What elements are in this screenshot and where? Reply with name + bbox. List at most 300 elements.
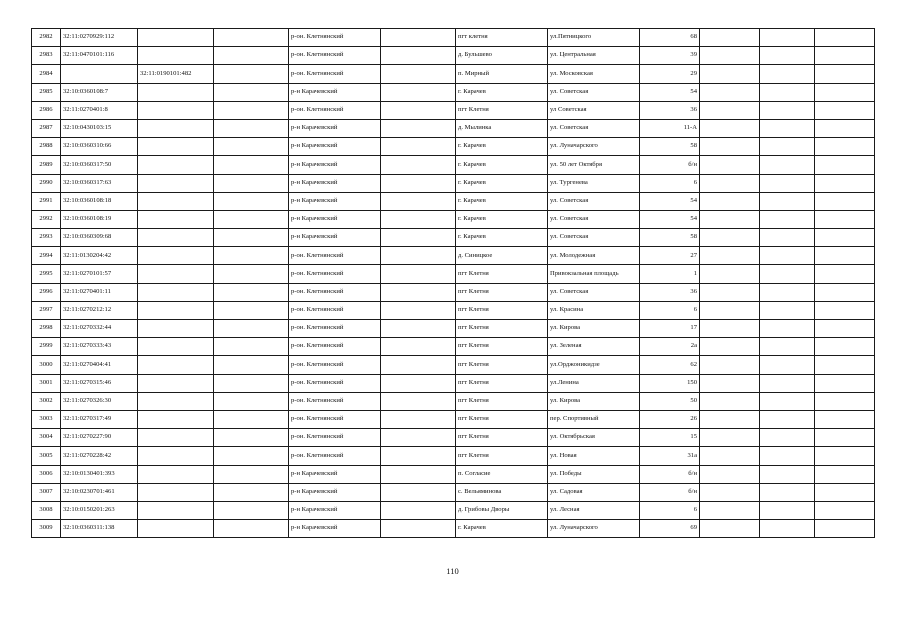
- cadastral-number-cell: 32:11:0270212:12: [61, 301, 138, 319]
- empty-cell: [760, 301, 815, 319]
- house-number-cell: 54: [640, 83, 700, 101]
- empty-cell: [214, 138, 289, 156]
- row-number-cell: 3008: [32, 501, 61, 519]
- settlement-cell: д. Бульшево: [456, 47, 548, 65]
- house-number-cell: 58: [640, 229, 700, 247]
- table-row: [32, 192, 875, 210]
- cadastral-number-cell: 32:10:0360108:19: [61, 210, 138, 228]
- empty-cell: [381, 392, 456, 410]
- table-row: [32, 65, 875, 83]
- settlement-cell: пгт Клетня: [456, 283, 548, 301]
- empty-cell: [815, 83, 875, 101]
- cadastral-number-cell: 32:11:0270227:90: [61, 429, 138, 447]
- street-cell: ул. Садовая: [548, 483, 640, 501]
- empty-cell: [760, 101, 815, 119]
- empty-cell: [381, 483, 456, 501]
- empty-cell: [381, 192, 456, 210]
- empty-cell: [815, 29, 875, 47]
- settlement-cell: пгт клетня: [456, 29, 548, 47]
- empty-cell: [700, 429, 760, 447]
- street-cell: ул. Новая: [548, 447, 640, 465]
- district-cell: р-он. Клетнянский: [289, 65, 381, 83]
- street-cell: ул. Луначарского: [548, 520, 640, 538]
- house-number-cell: 17: [640, 320, 700, 338]
- settlement-cell: г. Карачев: [456, 210, 548, 228]
- row-number-cell: 3005: [32, 447, 61, 465]
- empty-cell: [700, 265, 760, 283]
- street-cell: ул.Орджоникидзе: [548, 356, 640, 374]
- cadastral-number-alt-cell: [138, 320, 214, 338]
- empty-cell: [381, 101, 456, 119]
- district-cell: р-н Карачевский: [289, 192, 381, 210]
- row-number-cell: 3001: [32, 374, 61, 392]
- empty-cell: [815, 65, 875, 83]
- table-row: [32, 410, 875, 428]
- settlement-cell: г. Карачев: [456, 138, 548, 156]
- empty-cell: [760, 392, 815, 410]
- street-cell: ул. Советская: [548, 210, 640, 228]
- district-cell: р-н Карачевский: [289, 520, 381, 538]
- cadastral-number-alt-cell: [138, 229, 214, 247]
- cadastral-number-cell: 32:11:0270228:42: [61, 447, 138, 465]
- empty-cell: [760, 265, 815, 283]
- empty-cell: [214, 283, 289, 301]
- table-row: [32, 247, 875, 265]
- street-cell: ул. Кирова: [548, 320, 640, 338]
- empty-cell: [381, 265, 456, 283]
- empty-cell: [760, 320, 815, 338]
- cadastral-number-cell: 32:11:0270401:11: [61, 283, 138, 301]
- cadastral-number-cell: 32:10:0360317:50: [61, 156, 138, 174]
- empty-cell: [381, 83, 456, 101]
- table-row: [32, 320, 875, 338]
- row-number-cell: 2987: [32, 119, 61, 137]
- empty-cell: [815, 265, 875, 283]
- street-cell: ул. Победы: [548, 465, 640, 483]
- district-cell: р-он. Клетнянский: [289, 47, 381, 65]
- house-number-cell: 58: [640, 138, 700, 156]
- cadastral-number-cell: 32:10:0360317:63: [61, 174, 138, 192]
- cadastral-number-cell: 32:10:0150201:263: [61, 501, 138, 519]
- street-cell: ул. Советская: [548, 83, 640, 101]
- empty-cell: [214, 229, 289, 247]
- row-number-cell: 2991: [32, 192, 61, 210]
- house-number-cell: 36: [640, 101, 700, 119]
- settlement-cell: пгт Клетня: [456, 338, 548, 356]
- district-cell: р-он. Клетнянский: [289, 301, 381, 319]
- cadastral-number-cell: 32:10:0360311:138: [61, 520, 138, 538]
- street-cell: ул.Пятницкого: [548, 29, 640, 47]
- empty-cell: [760, 83, 815, 101]
- cadastral-number-cell: 32:11:0270332:44: [61, 320, 138, 338]
- cadastral-number-alt-cell: [138, 174, 214, 192]
- empty-cell: [214, 192, 289, 210]
- table-row: [32, 83, 875, 101]
- cadastral-number-cell: 32:11:0270101:57: [61, 265, 138, 283]
- table-row: [32, 138, 875, 156]
- empty-cell: [700, 520, 760, 538]
- empty-cell: [700, 320, 760, 338]
- cadastral-number-cell: 32:11:0130204:42: [61, 247, 138, 265]
- house-number-cell: 6: [640, 501, 700, 519]
- table-row: [32, 47, 875, 65]
- table-row: [32, 392, 875, 410]
- district-cell: р-он. Клетнянский: [289, 447, 381, 465]
- empty-cell: [214, 520, 289, 538]
- empty-cell: [760, 192, 815, 210]
- empty-cell: [760, 247, 815, 265]
- page-number: 110: [446, 566, 459, 576]
- cadastral-number-alt-cell: [138, 301, 214, 319]
- empty-cell: [700, 138, 760, 156]
- row-number-cell: 2995: [32, 265, 61, 283]
- cadastral-number-alt-cell: [138, 265, 214, 283]
- empty-cell: [760, 283, 815, 301]
- empty-cell: [381, 283, 456, 301]
- empty-cell: [815, 247, 875, 265]
- empty-cell: [381, 520, 456, 538]
- cadastral-number-alt-cell: [138, 392, 214, 410]
- district-cell: р-н Карачевский: [289, 83, 381, 101]
- cadastral-number-cell: 32:11:0270315:46: [61, 374, 138, 392]
- empty-cell: [700, 174, 760, 192]
- empty-cell: [700, 283, 760, 301]
- empty-cell: [815, 174, 875, 192]
- empty-cell: [700, 192, 760, 210]
- row-number-cell: 2998: [32, 320, 61, 338]
- district-cell: р-он. Клетнянский: [289, 356, 381, 374]
- street-cell: пер. Спортивный: [548, 410, 640, 428]
- empty-cell: [381, 338, 456, 356]
- empty-cell: [700, 356, 760, 374]
- cadastral-number-cell: 32:10:0360108:18: [61, 192, 138, 210]
- settlement-cell: пгт Клетня: [456, 429, 548, 447]
- empty-cell: [214, 483, 289, 501]
- district-cell: р-н Карачевский: [289, 156, 381, 174]
- cadastral-number-cell: [61, 65, 138, 83]
- district-cell: р-н Карачевский: [289, 465, 381, 483]
- street-cell: ул. Зеленая: [548, 338, 640, 356]
- settlement-cell: пгт Клетня: [456, 374, 548, 392]
- table-row: [32, 156, 875, 174]
- settlement-cell: пгт Клетня: [456, 265, 548, 283]
- empty-cell: [700, 65, 760, 83]
- district-cell: р-н Карачевский: [289, 119, 381, 137]
- district-cell: р-н Карачевский: [289, 138, 381, 156]
- house-number-cell: 26: [640, 410, 700, 428]
- empty-cell: [381, 138, 456, 156]
- empty-cell: [700, 501, 760, 519]
- district-cell: р-он. Клетнянский: [289, 101, 381, 119]
- cadastral-number-alt-cell: [138, 101, 214, 119]
- street-cell: ул. Советская: [548, 229, 640, 247]
- table-row: [32, 483, 875, 501]
- settlement-cell: пгт Клетня: [456, 392, 548, 410]
- table-row: [32, 29, 875, 47]
- house-number-cell: 6: [640, 301, 700, 319]
- row-number-cell: 2992: [32, 210, 61, 228]
- empty-cell: [214, 501, 289, 519]
- empty-cell: [815, 429, 875, 447]
- row-number-cell: 3003: [32, 410, 61, 428]
- empty-cell: [214, 119, 289, 137]
- empty-cell: [214, 247, 289, 265]
- district-cell: р-он. Клетнянский: [289, 247, 381, 265]
- district-cell: р-н Карачевский: [289, 483, 381, 501]
- empty-cell: [760, 65, 815, 83]
- empty-cell: [214, 410, 289, 428]
- empty-cell: [760, 119, 815, 137]
- table-row: [32, 356, 875, 374]
- empty-cell: [815, 119, 875, 137]
- cadastral-number-cell: 32:10:0360310:66: [61, 138, 138, 156]
- cadastral-number-cell: 32:10:0360309:68: [61, 229, 138, 247]
- property-registry-table: [31, 28, 875, 538]
- cadastral-number-cell: 32:10:0230701:461: [61, 483, 138, 501]
- table-row: [32, 174, 875, 192]
- empty-cell: [381, 156, 456, 174]
- cadastral-number-cell: 32:10:0130401:393: [61, 465, 138, 483]
- row-number-cell: 2997: [32, 301, 61, 319]
- empty-cell: [214, 447, 289, 465]
- cadastral-number-alt-cell: [138, 138, 214, 156]
- empty-cell: [700, 247, 760, 265]
- settlement-cell: пгт Клетня: [456, 101, 548, 119]
- house-number-cell: 29: [640, 65, 700, 83]
- empty-cell: [700, 465, 760, 483]
- empty-cell: [760, 47, 815, 65]
- table-row: [32, 447, 875, 465]
- empty-cell: [760, 156, 815, 174]
- empty-cell: [214, 29, 289, 47]
- cadastral-number-cell: 32:11:0270401:8: [61, 101, 138, 119]
- empty-cell: [760, 210, 815, 228]
- cadastral-number-alt-cell: [138, 247, 214, 265]
- district-cell: р-он. Клетнянский: [289, 265, 381, 283]
- empty-cell: [815, 465, 875, 483]
- settlement-cell: пгт Клетня: [456, 320, 548, 338]
- street-cell: ул. Тургенева: [548, 174, 640, 192]
- cadastral-number-cell: 32:11:0270326:30: [61, 392, 138, 410]
- house-number-cell: 11-А: [640, 119, 700, 137]
- empty-cell: [815, 483, 875, 501]
- row-number-cell: 2996: [32, 283, 61, 301]
- house-number-cell: 27: [640, 247, 700, 265]
- row-number-cell: 2999: [32, 338, 61, 356]
- empty-cell: [815, 101, 875, 119]
- cadastral-number-alt-cell: [138, 283, 214, 301]
- table-row: [32, 338, 875, 356]
- empty-cell: [760, 520, 815, 538]
- cadastral-number-alt-cell: [138, 483, 214, 501]
- row-number-cell: 2993: [32, 229, 61, 247]
- empty-cell: [815, 520, 875, 538]
- street-cell: ул.Ленина: [548, 374, 640, 392]
- district-cell: р-н Карачевский: [289, 210, 381, 228]
- street-cell: ул Советская: [548, 101, 640, 119]
- empty-cell: [760, 429, 815, 447]
- empty-cell: [700, 410, 760, 428]
- cadastral-number-alt-cell: [138, 429, 214, 447]
- empty-cell: [214, 156, 289, 174]
- table-row: [32, 101, 875, 119]
- empty-cell: [214, 47, 289, 65]
- cadastral-number-cell: 32:10:0430103:15: [61, 119, 138, 137]
- empty-cell: [381, 429, 456, 447]
- street-cell: ул. Лесная: [548, 501, 640, 519]
- empty-cell: [700, 483, 760, 501]
- settlement-cell: с. Вельяминова: [456, 483, 548, 501]
- row-number-cell: 2982: [32, 29, 61, 47]
- house-number-cell: 2а: [640, 338, 700, 356]
- settlement-cell: д. Мылинка: [456, 119, 548, 137]
- empty-cell: [214, 356, 289, 374]
- empty-cell: [381, 410, 456, 428]
- empty-cell: [214, 429, 289, 447]
- house-number-cell: 68: [640, 29, 700, 47]
- empty-cell: [214, 174, 289, 192]
- district-cell: р-он. Клетнянский: [289, 320, 381, 338]
- cadastral-number-cell: 32:11:0270929:112: [61, 29, 138, 47]
- empty-cell: [214, 265, 289, 283]
- empty-cell: [760, 447, 815, 465]
- house-number-cell: 15: [640, 429, 700, 447]
- settlement-cell: д. Грибовы Дворы: [456, 501, 548, 519]
- settlement-cell: пгт Клетня: [456, 356, 548, 374]
- empty-cell: [700, 392, 760, 410]
- settlement-cell: г. Карачев: [456, 156, 548, 174]
- row-number-cell: 2994: [32, 247, 61, 265]
- empty-cell: [381, 29, 456, 47]
- street-cell: ул. Московская: [548, 65, 640, 83]
- row-number-cell: 2983: [32, 47, 61, 65]
- row-number-cell: 3002: [32, 392, 61, 410]
- empty-cell: [700, 338, 760, 356]
- row-number-cell: 2989: [32, 156, 61, 174]
- house-number-cell: 6: [640, 174, 700, 192]
- settlement-cell: г. Карачев: [456, 192, 548, 210]
- house-number-cell: 54: [640, 210, 700, 228]
- empty-cell: [760, 174, 815, 192]
- settlement-cell: г. Карачев: [456, 520, 548, 538]
- empty-cell: [760, 338, 815, 356]
- table-row: [32, 520, 875, 538]
- table-row: [32, 374, 875, 392]
- empty-cell: [815, 447, 875, 465]
- table-row: [32, 301, 875, 319]
- cadastral-number-alt-cell: [138, 501, 214, 519]
- house-number-cell: б/н: [640, 483, 700, 501]
- empty-cell: [760, 356, 815, 374]
- settlement-cell: г. Карачев: [456, 83, 548, 101]
- district-cell: р-он. Клетнянский: [289, 29, 381, 47]
- empty-cell: [381, 374, 456, 392]
- district-cell: р-он. Клетнянский: [289, 429, 381, 447]
- table-row: [32, 119, 875, 137]
- empty-cell: [815, 210, 875, 228]
- table-row: [32, 429, 875, 447]
- row-number-cell: 3007: [32, 483, 61, 501]
- cadastral-number-alt-cell: [138, 374, 214, 392]
- empty-cell: [700, 210, 760, 228]
- empty-cell: [214, 392, 289, 410]
- row-number-cell: 2990: [32, 174, 61, 192]
- empty-cell: [381, 174, 456, 192]
- empty-cell: [760, 29, 815, 47]
- empty-cell: [214, 210, 289, 228]
- empty-cell: [815, 47, 875, 65]
- house-number-cell: 50: [640, 392, 700, 410]
- house-number-cell: 62: [640, 356, 700, 374]
- row-number-cell: 2985: [32, 83, 61, 101]
- row-number-cell: 2988: [32, 138, 61, 156]
- district-cell: р-н Карачевский: [289, 229, 381, 247]
- table-row: [32, 210, 875, 228]
- empty-cell: [214, 465, 289, 483]
- row-number-cell: 3004: [32, 429, 61, 447]
- empty-cell: [700, 101, 760, 119]
- empty-cell: [381, 47, 456, 65]
- table-body: [32, 29, 875, 538]
- district-cell: р-он. Клетнянский: [289, 410, 381, 428]
- empty-cell: [214, 101, 289, 119]
- empty-cell: [815, 138, 875, 156]
- settlement-cell: п. Согласие: [456, 465, 548, 483]
- empty-cell: [815, 156, 875, 174]
- empty-cell: [815, 320, 875, 338]
- empty-cell: [700, 156, 760, 174]
- empty-cell: [700, 374, 760, 392]
- empty-cell: [815, 283, 875, 301]
- cadastral-number-alt-cell: [138, 338, 214, 356]
- empty-cell: [815, 338, 875, 356]
- cadastral-number-alt-cell: [138, 192, 214, 210]
- cadastral-number-alt-cell: [138, 356, 214, 374]
- street-cell: ул. Советская: [548, 283, 640, 301]
- empty-cell: [815, 301, 875, 319]
- empty-cell: [760, 501, 815, 519]
- empty-cell: [760, 229, 815, 247]
- cadastral-number-alt-cell: [138, 119, 214, 137]
- table-row: [32, 501, 875, 519]
- empty-cell: [381, 501, 456, 519]
- table-row: [32, 465, 875, 483]
- cadastral-number-alt-cell: 32:11:0190101:482: [138, 65, 214, 83]
- table-row: [32, 229, 875, 247]
- settlement-cell: пгт Клетня: [456, 301, 548, 319]
- empty-cell: [700, 83, 760, 101]
- cadastral-number-alt-cell: [138, 447, 214, 465]
- street-cell: ул. Молодежная: [548, 247, 640, 265]
- district-cell: р-н Карачевский: [289, 174, 381, 192]
- cadastral-number-alt-cell: [138, 29, 214, 47]
- cadastral-number-alt-cell: [138, 465, 214, 483]
- cadastral-number-alt-cell: [138, 520, 214, 538]
- district-cell: р-он. Клетнянский: [289, 338, 381, 356]
- settlement-cell: пгт Клетня: [456, 447, 548, 465]
- empty-cell: [760, 483, 815, 501]
- empty-cell: [214, 320, 289, 338]
- street-cell: ул. Луначарского: [548, 138, 640, 156]
- empty-cell: [214, 374, 289, 392]
- table-row: [32, 283, 875, 301]
- house-number-cell: б/н: [640, 465, 700, 483]
- empty-cell: [214, 83, 289, 101]
- empty-cell: [381, 465, 456, 483]
- empty-cell: [700, 47, 760, 65]
- empty-cell: [700, 29, 760, 47]
- street-cell: ул. 50 лет Октября: [548, 156, 640, 174]
